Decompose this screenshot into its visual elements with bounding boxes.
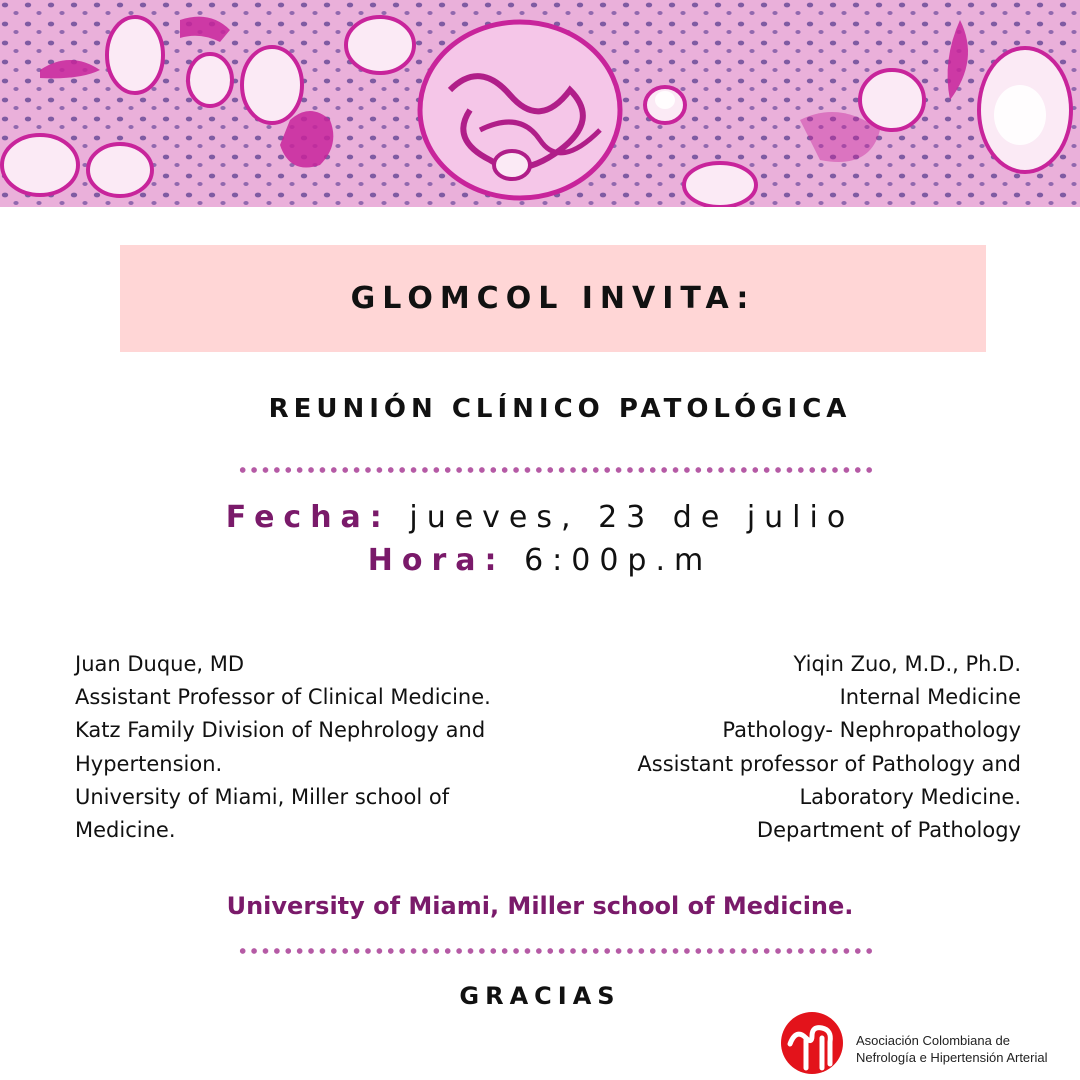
time-label: Hora: bbox=[367, 543, 506, 578]
dotted-divider-bottom bbox=[237, 947, 873, 955]
association-name-line2: Nefrología e Hipertensión Arterial bbox=[856, 1050, 1048, 1065]
speaker-right bbox=[637, 648, 1021, 847]
speaker-left bbox=[75, 648, 491, 847]
date-line bbox=[0, 500, 1080, 535]
university-name: University of Miami, Miller school of Medicine. bbox=[226, 892, 854, 920]
speaker-left-line: Medicine. bbox=[75, 818, 176, 843]
banner-title: GLOMCOL INVITA: bbox=[350, 281, 756, 316]
dotted-divider-top bbox=[237, 466, 873, 474]
event-title: REUNIÓN CLÍNICO PATOLÓGICA bbox=[268, 394, 852, 424]
association-logo bbox=[778, 1010, 1068, 1076]
time-line bbox=[0, 543, 1080, 578]
speaker-right-line: Department of Pathology bbox=[756, 818, 1021, 843]
speaker-right-line: Pathology- Nephropathology bbox=[722, 718, 1021, 743]
closing-text: GRACIAS bbox=[459, 982, 621, 1010]
association-name-line1: Asociación Colombiana de bbox=[856, 1033, 1010, 1048]
histology-illustration bbox=[0, 0, 1080, 207]
speaker-right-line: Internal Medicine bbox=[839, 685, 1021, 710]
association-name bbox=[856, 1032, 1048, 1066]
time-value: 6:00p.m bbox=[524, 543, 713, 578]
title-banner bbox=[120, 245, 986, 352]
speaker-left-line: Juan Duque, MD bbox=[75, 652, 245, 676]
speaker-left-line: Katz Family Division of Nephrology and bbox=[75, 718, 486, 743]
speaker-left-line: Hypertension. bbox=[75, 751, 223, 776]
speaker-left-line: University of Miami, Miller school of bbox=[75, 784, 450, 809]
association-logo-icon bbox=[778, 1010, 848, 1076]
kidney-histology-image bbox=[0, 0, 1080, 207]
date-value: jueves, 23 de julio bbox=[409, 500, 855, 535]
speaker-left-line: Assistant Professor of Clinical Medicine. bbox=[75, 685, 491, 710]
speaker-right-line: Assistant professor of Pathology and bbox=[637, 751, 1021, 776]
date-label: Fecha: bbox=[225, 500, 391, 535]
speaker-right-line: Laboratory Medicine. bbox=[799, 784, 1021, 809]
speaker-right-line: Yiqin Zuo, M.D., Ph.D. bbox=[793, 652, 1021, 676]
